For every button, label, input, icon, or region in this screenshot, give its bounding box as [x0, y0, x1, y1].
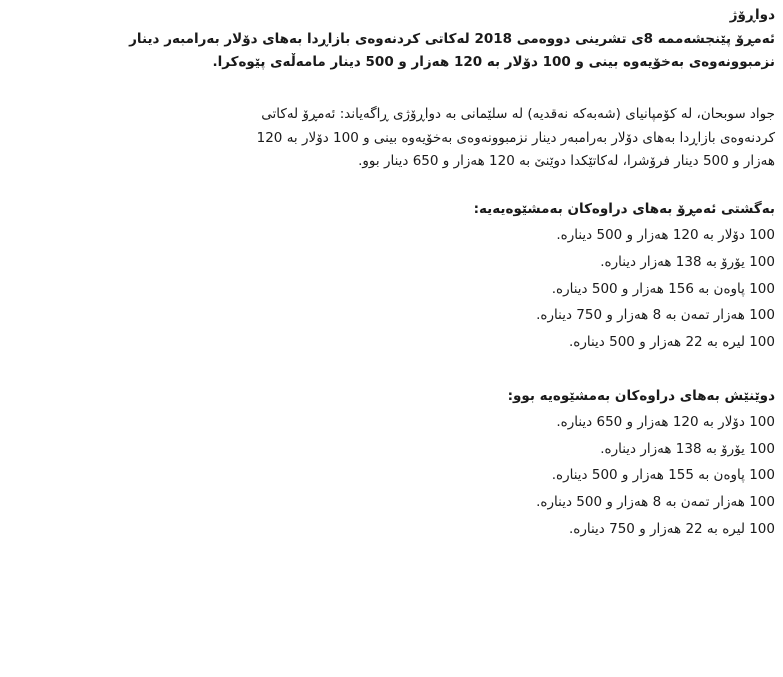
lead-paragraph [10, 28, 775, 75]
today-rates-list [10, 224, 775, 354]
rate-item: 100 پاوەن بە 155 هەزار و 500 دینارە. [551, 467, 775, 484]
yesterday-rates-list [10, 411, 775, 541]
rate-item: 100 دۆلار بە 120 هەزار و 500 دینارە. [556, 227, 775, 244]
body-paragraph [10, 103, 775, 174]
yesterday-rates-title: دوێنێش بەهای دراوەکان بەمشێوەیە بوو: [507, 387, 775, 404]
rate-item: 100 لیرە بە 22 هەزار و 500 دینارە. [568, 333, 775, 350]
today-rates-title: بەگشتی ئەمڕۆ بەهای دراوەکان بەمشێوەیەیە: [473, 200, 775, 217]
rate-item: 100 هەزار تمەن بە 8 هەزار و 500 دینارە. [536, 494, 775, 510]
rate-item: 100 دۆلار بە 120 هەزار و 650 دینارە. [556, 414, 775, 431]
lead-line: ئەمڕۆ پێنجشەممە 8ی تشرینی دووەمی 2018 لەکاتی کردنەوەی بازاڕدا بەهای دۆلار بەرامبەر دینار [129, 30, 775, 47]
rate-item: 100 یۆرۆ بە 138 هەزار دینارە. [600, 254, 775, 270]
rate-item: 100 لیرە بە 22 هەزار و 750 دینارە. [568, 520, 775, 537]
body-line: کردنەوەی بازاڕدا بەهای دۆلار بەرامبەر دینار نزمبوونەوەی بەخۆیەوە بینی و 100 دۆلار بە 120 [256, 129, 775, 146]
lead-line: نزمبوونەوەی بەخۆیەوە بینی و 100 دۆلار بە 120 هەزار و 500 دینار مامەڵەی پێوەکرا. [212, 54, 775, 71]
body-line: جواد سوبحان، لە کۆمپانیای (شەبەکە نەقدیە) لە سلێمانی بە دواڕۆژی ڕاگەیاند: ئەمڕۆ لەکاتی [261, 105, 775, 122]
body-line: هەزار و 500 دینار فرۆشرا، لەکاتێکدا دوێنێ بە 120 هەزار و 650 دینار بوو. [358, 153, 775, 170]
source-label: دواڕۆژ [729, 7, 775, 23]
rate-item: 100 پاوەن بە 156 هەزار و 500 دینارە. [551, 280, 775, 297]
rate-item: 100 هەزار تمەن بە 8 هەزار و 750 دینارە. [536, 307, 775, 324]
rate-item: 100 یۆرۆ بە 138 هەزار دینارە. [600, 440, 775, 457]
